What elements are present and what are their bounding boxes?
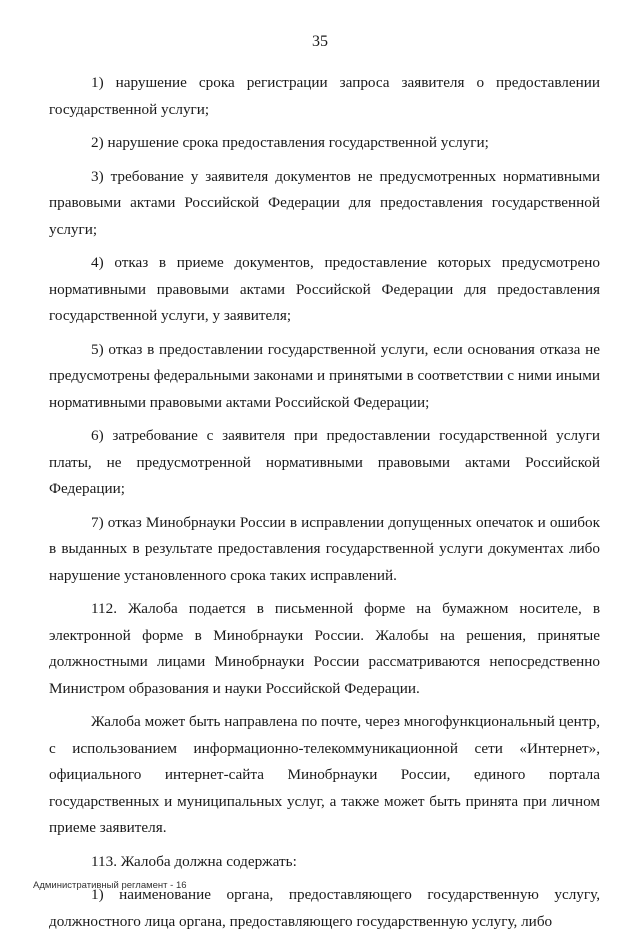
- page-number: 35: [312, 33, 328, 50]
- paragraph-item-6: 6) затребование с заявителя при предоставлении государственной услуги платы, не предусмотренной нормативными правовыми актами Российской Федерации;: [49, 427, 600, 497]
- paragraph-item-7: 7) отказ Минобрнауки России в исправлении допущенных опечаток и ошибок в выданных в результате предоставления государственной услуги документах либо нарушение установленного срока таких исправлений.: [49, 513, 600, 584]
- paragraph-item-1: 1) нарушение срока регистрации запроса заявителя о предоставлении государственной услуги;: [49, 74, 600, 118]
- paragraph-item-4: 4) отказ в приеме документов, предоставление которых предусмотрено нормативными правовыми актами Российской Федерации для предоставления государственной услуги, у заявителя;: [49, 254, 600, 324]
- document-body: [49, 70, 600, 942]
- paragraph-113: 113. Жалоба должна содержать:: [91, 852, 297, 870]
- paragraph-113-item-1: 1) наименование органа, предоставляющего государственную услугу, должностного лица органа, предоставляющего государственную услугу, либо: [49, 886, 600, 930]
- paragraph-item-3: 3) требование у заявителя документов не предусмотренных нормативными правовыми актами Российской Федерации для предоставления государственной услуги;: [49, 167, 600, 238]
- footer-label: Административный регламент - 16: [33, 880, 187, 891]
- paragraph-complaint-channels: Жалоба может быть направлена по почте, через многофункциональный центр, с использованием информационно-телекоммуникационной сети «Интернет», официального интернет-сайта Минобрнауки России, единого портала государственных и муниципальных услуг, а также может быть принята при личном приеме заявителя.: [49, 713, 600, 836]
- paragraph-item-5: 5) отказ в предоставлении государственной услуги, если основания отказа не предусмотрены федеральными законами и принятыми в соответствии с ними иными нормативными правовыми актами Российской Федерации;: [49, 340, 600, 411]
- paragraph-112: 112. Жалоба подается в письменной форме на бумажном носителе, в электронной форме в Минобрнауки России. Жалобы на решения, принятые должностными лицами Минобрнауки России рассматриваются непосредственно Министром образования и науки Российской Федерации.: [49, 600, 600, 697]
- paragraph-item-2: 2) нарушение срока предоставления государственной услуги;: [91, 134, 489, 151]
